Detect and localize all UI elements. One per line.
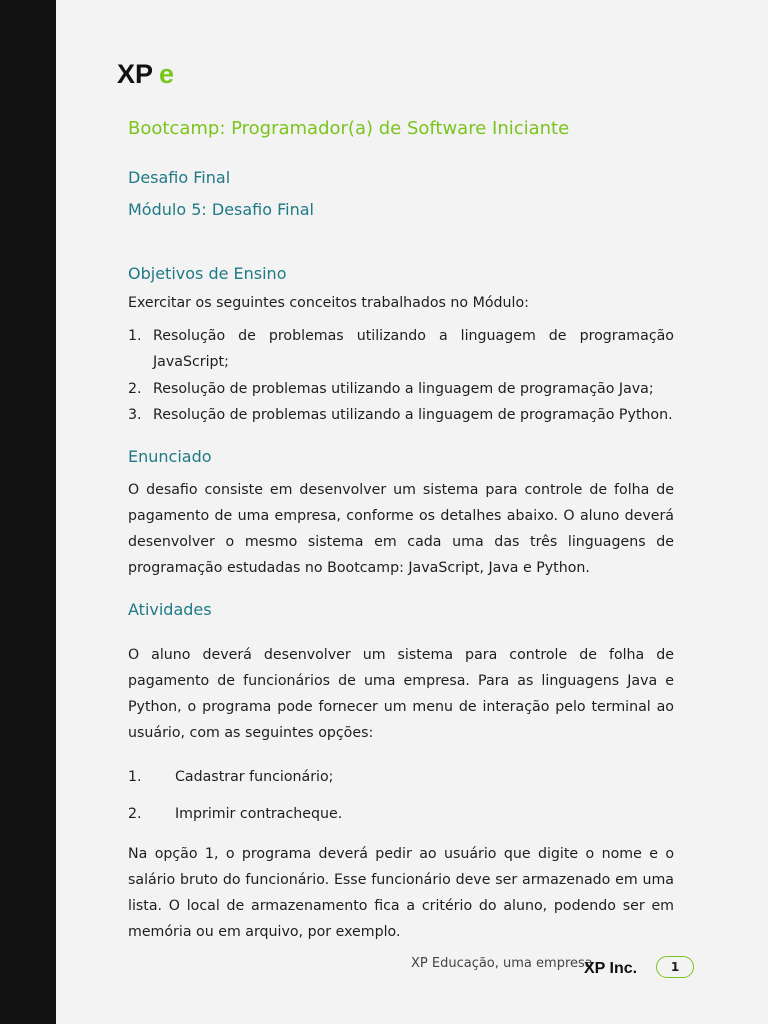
footer-company-text: XP Educação, uma empresa bbox=[411, 956, 593, 971]
list-number: 1. bbox=[128, 328, 142, 344]
xp-inc-logo bbox=[584, 958, 650, 976]
list-item bbox=[128, 764, 674, 790]
xpe-logo bbox=[117, 58, 197, 88]
list-number: 2. bbox=[128, 381, 142, 397]
subtitle-modulo: Módulo 5: Desafio Final bbox=[128, 200, 314, 219]
heading-enunciado: Enunciado bbox=[128, 447, 212, 466]
document-title: Bootcamp: Programador(a) de Software Iniciante bbox=[128, 118, 570, 139]
list-text: Cadastrar funcionário; bbox=[175, 769, 334, 785]
svg-text:XP: XP bbox=[117, 59, 154, 88]
atividades-text-2: Na opção 1, o programa deverá pedir ao usuário que digite o nome e o salário bruto do funcionário. Esse funcionário deve ser armazenado em uma lista. O local de armazenamento fica a critério do aluno, podendo ser em memória ou em arquivo, por exemplo. bbox=[128, 846, 674, 940]
atividades-text: O aluno deverá desenvolver um sistema para controle de folha de pagamento de funcionários de uma empresa. Para as linguagens Java e Python, o programa pode fornecer um menu de interação pelo terminal ao usuário, com as seguintes opções: bbox=[128, 647, 674, 741]
heading-objetivos: Objetivos de Ensino bbox=[128, 264, 287, 283]
svg-text:e: e bbox=[159, 59, 175, 88]
list-item bbox=[128, 323, 674, 375]
list-number: 1. bbox=[128, 769, 142, 785]
heading-atividades: Atividades bbox=[128, 600, 212, 619]
enunciado-text: O desafio consiste em desenvolver um sistema para controle de folha de pagamento de uma empresa, conforme os detalhes abaixo. O aluno deverá desenvolver o mesmo sistema em cada uma das três linguagens de programação estudadas no Bootcamp: JavaScript, Java e Python. bbox=[128, 482, 674, 576]
list-item bbox=[128, 376, 674, 402]
objetivos-intro: Exercitar os seguintes conceitos trabalhados no Módulo: bbox=[128, 295, 529, 311]
list-number: 3. bbox=[128, 407, 142, 423]
list-text: Imprimir contracheque. bbox=[175, 806, 343, 822]
subtitle-desafio-final: Desafio Final bbox=[128, 168, 231, 187]
list-text: Resolução de problemas utilizando a linguagem de programação Python. bbox=[153, 407, 673, 423]
list-number: 2. bbox=[128, 806, 142, 822]
list-item bbox=[128, 801, 674, 827]
list-text: Resolução de problemas utilizando a linguagem de programação Java; bbox=[153, 381, 654, 397]
page-number-badge: 1 bbox=[656, 956, 694, 978]
xp-inc-logo-text: XP Inc. bbox=[584, 960, 638, 976]
list-text: Resolução de problemas utilizando a linguagem de programação JavaScript; bbox=[153, 328, 674, 370]
list-item bbox=[128, 402, 674, 428]
left-sidebar-bar bbox=[0, 0, 56, 1024]
